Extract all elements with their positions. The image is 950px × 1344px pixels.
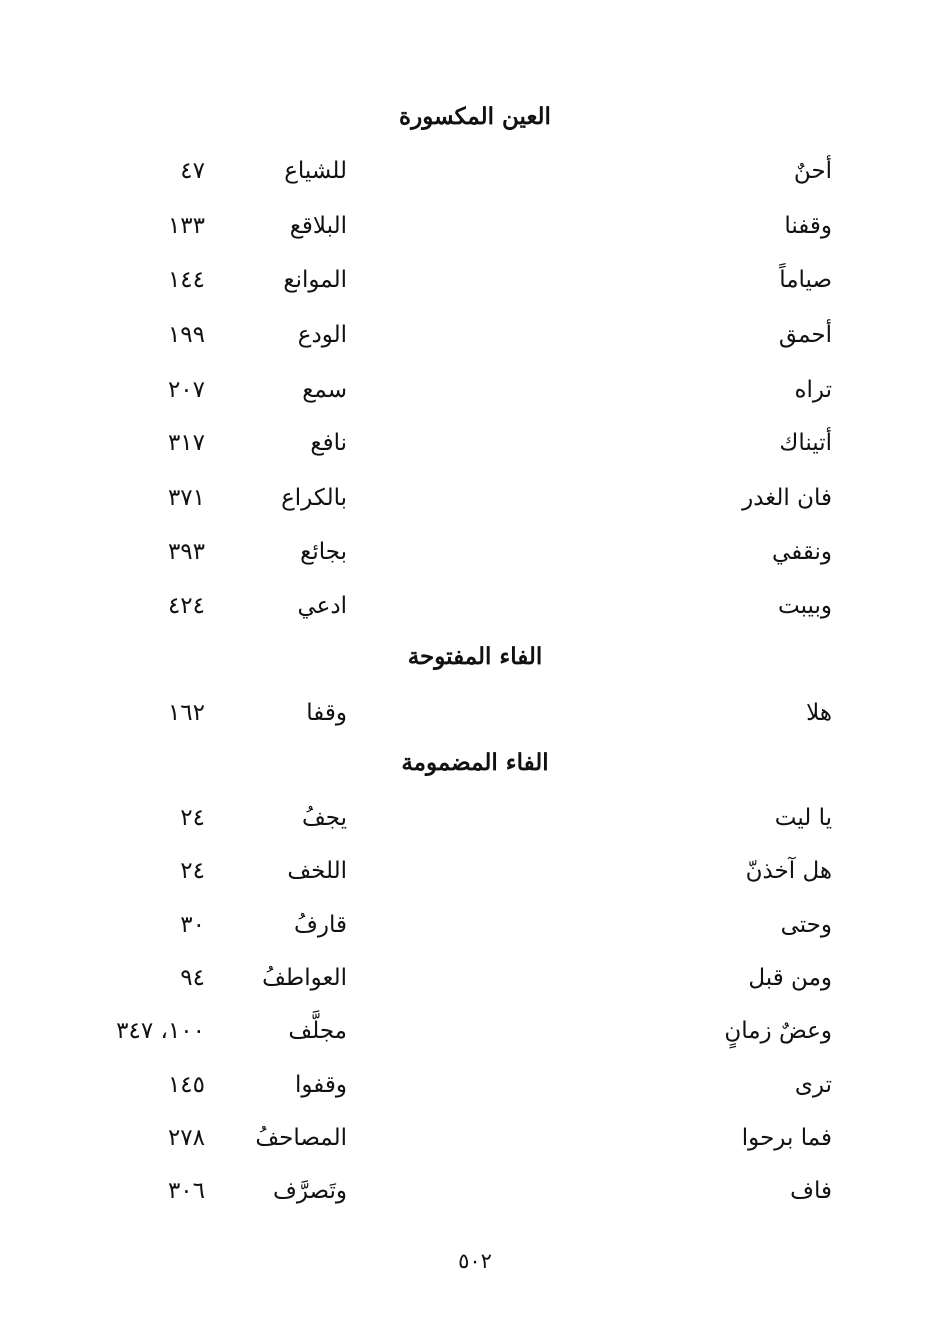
page-reference: ١٦٢ bbox=[167, 700, 205, 726]
verse-opening: ونقفي bbox=[772, 539, 832, 565]
index-row bbox=[0, 373, 950, 407]
verse-opening: أحمق bbox=[778, 322, 832, 348]
index-row bbox=[0, 854, 950, 888]
verse-opening: تراه bbox=[794, 377, 832, 403]
page-reference: ٢٠٧ bbox=[167, 377, 205, 403]
index-row bbox=[0, 209, 950, 243]
page-reference: ٢٧٨ bbox=[167, 1125, 205, 1151]
page-reference: ٤٧ bbox=[180, 158, 205, 184]
verse-opening: فاف bbox=[790, 1178, 832, 1204]
index-row bbox=[0, 263, 950, 297]
rhyme-word: الموانع bbox=[283, 267, 347, 293]
verse-opening: أتيناك bbox=[779, 430, 832, 456]
index-row bbox=[0, 908, 950, 942]
page-reference: ٣٩٣ bbox=[167, 539, 205, 565]
index-row bbox=[0, 1121, 950, 1155]
index-row bbox=[0, 696, 950, 730]
section-heading: العين المكسورة bbox=[399, 103, 551, 130]
page-reference: ٤٢٤ bbox=[167, 593, 205, 619]
rhyme-word: بجائع bbox=[300, 539, 347, 565]
rhyme-word: وقفوا bbox=[294, 1072, 347, 1098]
rhyme-word: المصاحفُ bbox=[255, 1125, 347, 1151]
index-row bbox=[0, 1068, 950, 1102]
verse-opening: وقفنا bbox=[784, 213, 832, 239]
index-row bbox=[0, 426, 950, 460]
index-row bbox=[0, 481, 950, 515]
verse-opening: ترى bbox=[794, 1072, 832, 1098]
verse-opening: هلا bbox=[806, 700, 832, 726]
rhyme-word: للشياع bbox=[284, 158, 347, 184]
verse-opening: فما برحوا bbox=[741, 1125, 832, 1151]
rhyme-word: الودع bbox=[297, 322, 347, 348]
section-heading: الفاء المفتوحة bbox=[407, 643, 543, 670]
page-number: ٥٠٢ bbox=[458, 1249, 492, 1273]
index-row bbox=[0, 589, 950, 623]
rhyme-word: سمع bbox=[302, 377, 347, 403]
page-reference: ٣٠٦ bbox=[167, 1178, 205, 1204]
verse-opening: هل آخذنّ bbox=[745, 858, 832, 884]
section-heading: الفاء المضمومة bbox=[401, 749, 549, 776]
index-row bbox=[0, 1014, 950, 1048]
page-reference: ١٩٩ bbox=[167, 322, 205, 348]
page-reference: ١٤٤ bbox=[167, 267, 205, 293]
index-row bbox=[0, 535, 950, 569]
verse-opening: فان الغدر bbox=[742, 485, 832, 511]
page-reference: ١٤٥ bbox=[167, 1072, 205, 1098]
verse-opening: وبيبت bbox=[778, 593, 832, 619]
page-reference: ٣١٧ bbox=[167, 430, 205, 456]
rhyme-word: يجفُ bbox=[301, 805, 347, 831]
index-row bbox=[0, 961, 950, 995]
page-reference: ١٠٠، ٣٤٧ bbox=[116, 1018, 205, 1044]
rhyme-word: وقفا bbox=[306, 700, 347, 726]
verse-opening: يا ليت bbox=[774, 805, 832, 831]
index-row bbox=[0, 801, 950, 835]
rhyme-word: العواطفُ bbox=[262, 965, 347, 991]
verse-opening: وعضٌ زمانٍ bbox=[724, 1018, 832, 1044]
page-reference: ١٣٣ bbox=[167, 213, 205, 239]
index-row bbox=[0, 318, 950, 352]
rhyme-word: مجلَّف bbox=[288, 1018, 347, 1044]
page-reference: ٣٧١ bbox=[167, 485, 205, 511]
page-reference: ٣٠ bbox=[180, 912, 205, 938]
rhyme-word: قارفُ bbox=[294, 912, 347, 938]
index-row bbox=[0, 1174, 950, 1208]
page-reference: ٢٤ bbox=[180, 805, 205, 831]
page-reference: ٩٤ bbox=[180, 965, 205, 991]
rhyme-word: اللخف bbox=[287, 858, 347, 884]
verse-opening: أحنٌ bbox=[793, 158, 832, 184]
page-reference: ٢٤ bbox=[180, 858, 205, 884]
rhyme-word: البلاقع bbox=[289, 213, 347, 239]
rhyme-word: وتَصرَّف bbox=[273, 1178, 347, 1204]
index-row bbox=[0, 154, 950, 188]
verse-opening: صياماً bbox=[779, 267, 832, 293]
rhyme-word: بالكراع bbox=[281, 485, 347, 511]
verse-opening: وحتى bbox=[780, 912, 832, 938]
rhyme-word: نافع bbox=[310, 430, 347, 456]
verse-opening: ومن قبل bbox=[748, 965, 832, 991]
rhyme-word: ادعي bbox=[297, 593, 347, 619]
